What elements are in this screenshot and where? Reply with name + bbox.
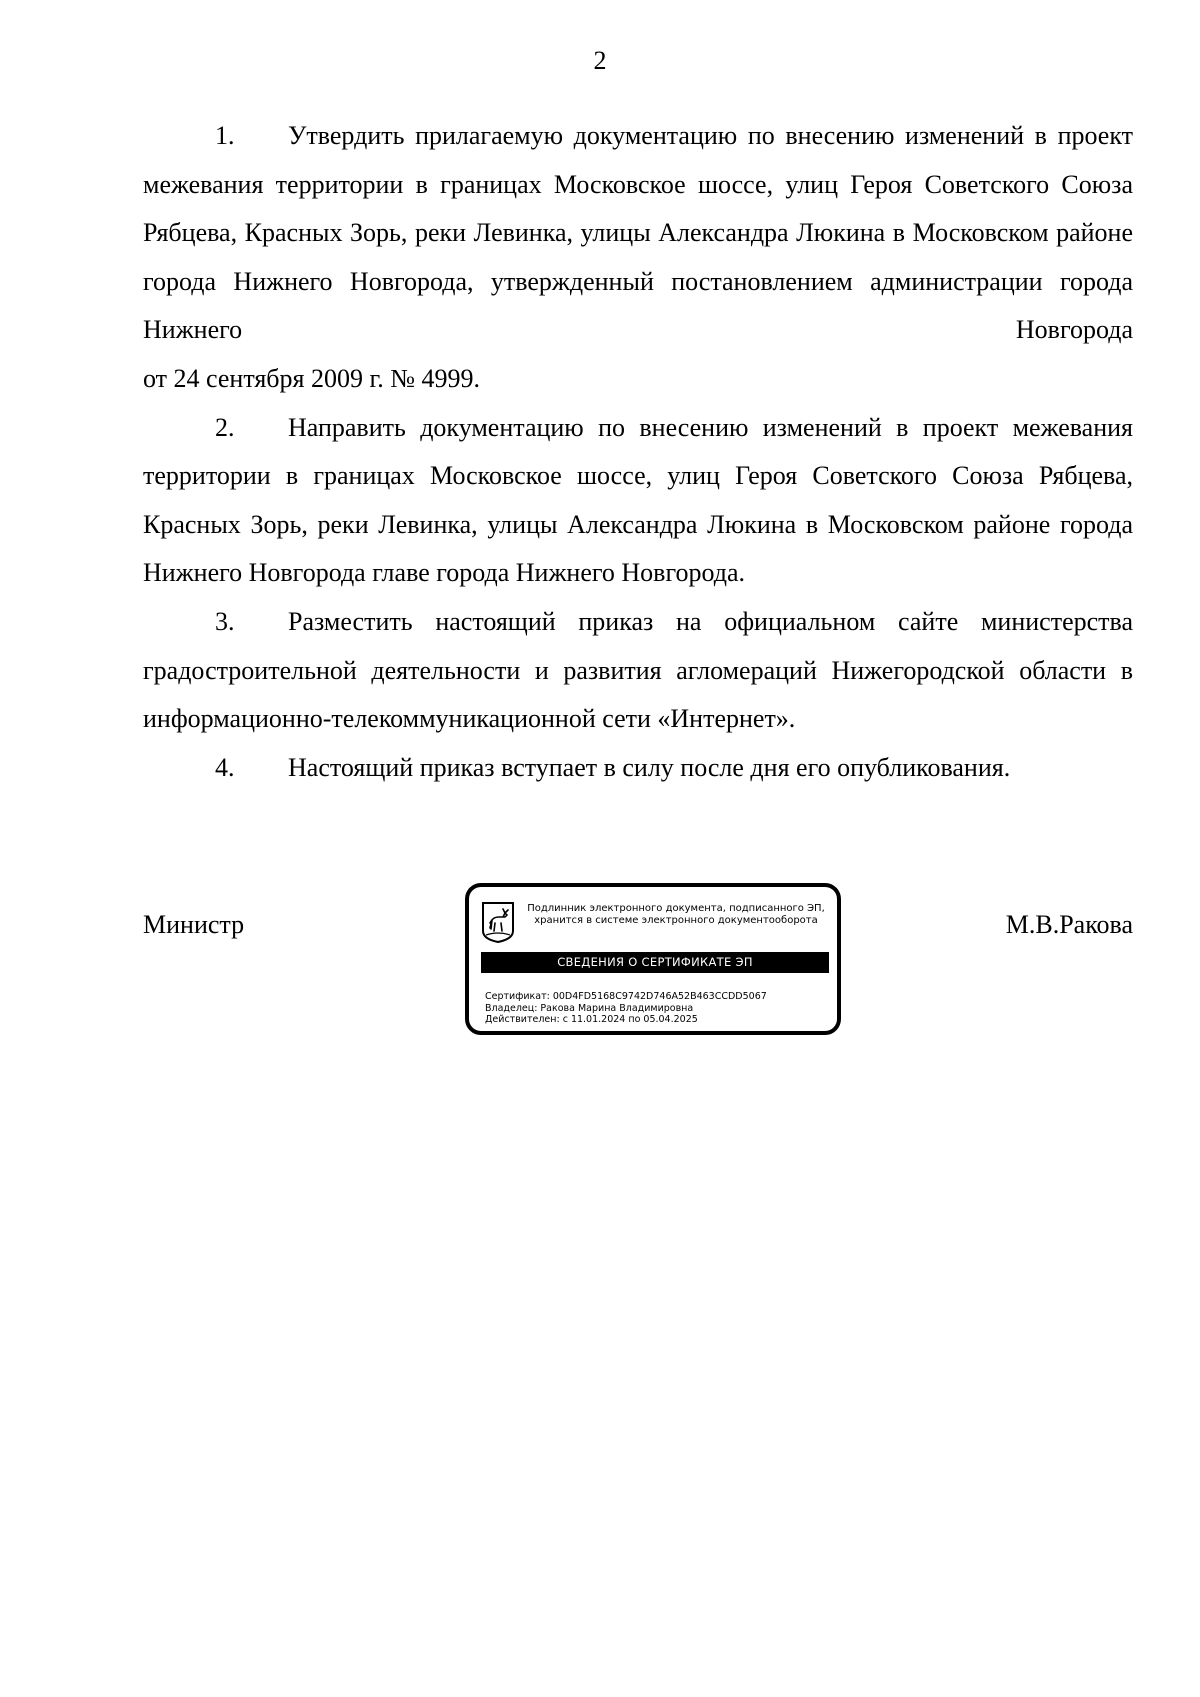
certificate-owner: Владелец: Ракова Марина Владимировна [485, 1002, 694, 1014]
signer-name: М.В.Ракова [1005, 910, 1133, 939]
page-number: 2 [593, 46, 607, 75]
paragraph-text: от 24 сентября 2009 г. № 4999. [143, 363, 481, 393]
paragraph-3 [143, 598, 1133, 744]
deer-emblem-icon [481, 901, 515, 943]
document-body [143, 112, 1133, 792]
paragraph-4 [143, 744, 1133, 793]
signer-position: Министр [143, 910, 245, 939]
certificate-validity: Действителен: с 11.01.2024 по 05.04.2025 [485, 1014, 698, 1025]
stamp-title-bar: СВЕДЕНИЯ О СЕРТИФИКАТЕ ЭП [481, 952, 829, 973]
stamp-header-line: Подлинник электронного документа, подписанного ЭП, [527, 903, 825, 914]
paragraph-2 [143, 404, 1133, 598]
paragraph-number: 4. [215, 752, 235, 782]
stamp-details [485, 991, 767, 1026]
certificate-number: Сертификат: 00D4FD5168C9742D746A52B463CCDD5067 [485, 991, 767, 1002]
paragraph-text: Разместить настоящий приказ на официальном сайте министерства градостроительной деятельности и развития агломераций Нижегородской области в информационно-телекоммуникационной сети «Интернет». [143, 606, 1133, 734]
paragraph-text: Настоящий приказ вступает в силу после дня его опубликования. [288, 752, 1011, 782]
paragraph-1-tail [143, 355, 1133, 404]
paragraph-1 [143, 112, 1133, 355]
stamp-header-line: хранится в системе электронного документооборота [534, 915, 818, 926]
paragraph-number: 3. [215, 606, 235, 636]
signature-block [143, 883, 1133, 1043]
paragraph-text: Утвердить прилагаемую документацию по внесению изменений в проект межевания территории в границах Московское шоссе, улиц Героя Советского Союза Рябцева, Красных Зорь, реки Левинка, улицы Александра Люкина в Московском районе города Нижнего Новгорода, утвержденный постановлением администрации города Нижнего Новгорода [143, 121, 1133, 345]
paragraph-text: Направить документацию по внесению изменений в проект межевания территории в границах Московское шоссе, улиц Героя Советского Союза Рябцева, Красных Зорь, реки Левинка, улицы Александра Люкина в Московском районе города Нижнего Новгорода главе города Нижнего Новгорода. [143, 412, 1133, 588]
stamp-header [521, 903, 831, 927]
electronic-signature-stamp [465, 883, 841, 1035]
paragraph-number: 2. [215, 412, 235, 442]
paragraph-number: 1. [215, 121, 235, 150]
